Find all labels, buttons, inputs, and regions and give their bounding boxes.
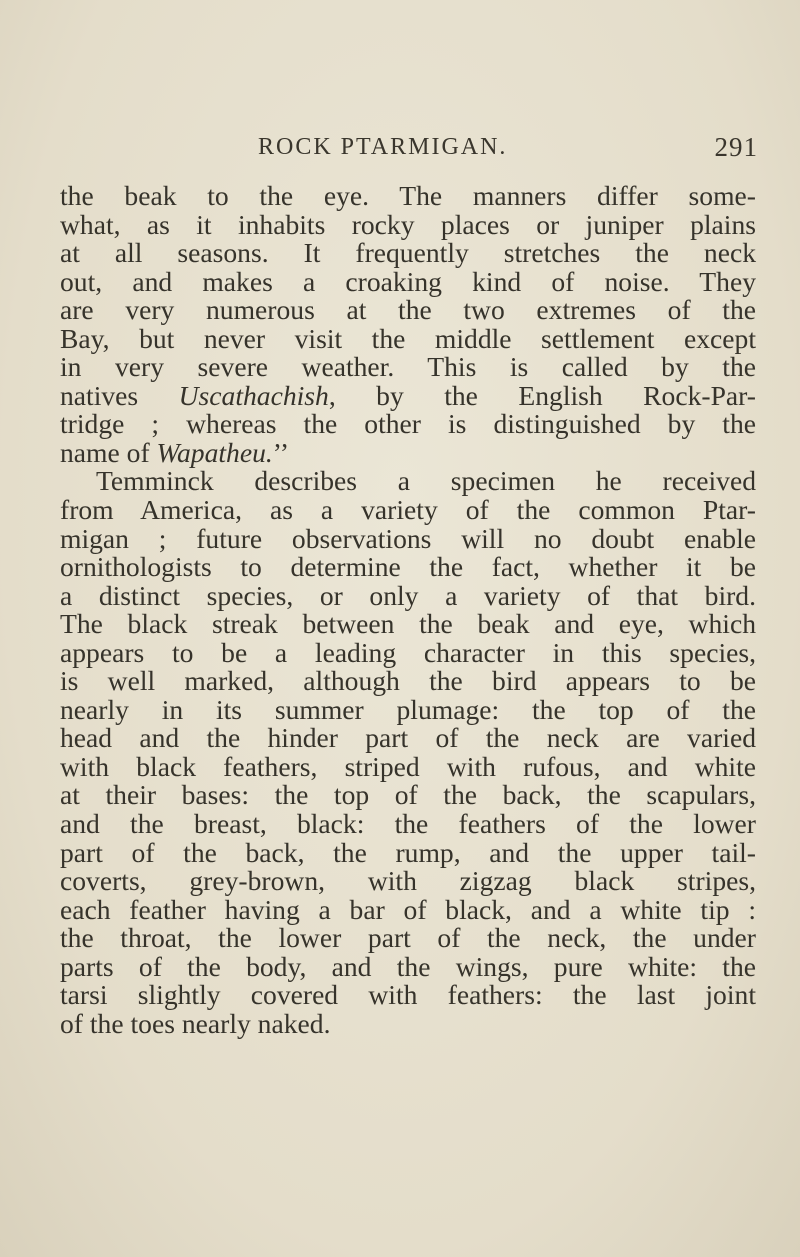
text-line: nearly in its summer plumage: the top of the [60, 693, 756, 725]
text-line: name of Wapatheu.’’ [60, 436, 290, 468]
text-line: the throat, the lower part of the neck, the under [60, 922, 756, 954]
paragraph-2 [60, 467, 756, 1038]
body-text [60, 182, 756, 1038]
text-line: and the breast, black: the feathers of the lower [60, 808, 756, 840]
text-line: is well marked, although the bird appears to be [60, 665, 756, 697]
running-title: ROCK PTARMIGAN. [258, 134, 508, 160]
text-line: each feather having a bar of black, and a white tip : [60, 893, 756, 925]
text-line: the beak to the eye. The manners differ some- [60, 180, 756, 211]
text-line: appears to be a leading character in this species, [60, 636, 756, 668]
text-line: with black feathers, striped with rufous, and white [60, 750, 756, 782]
text-line: what, as it inhabits rocky places or juniper plains [60, 208, 756, 240]
text-line: out, and makes a croaking kind of noise. They [60, 265, 756, 297]
text-line: of the toes nearly naked. [60, 1007, 331, 1039]
text-line: head and the hinder part of the neck are varied [60, 722, 756, 754]
text-line: a distinct species, or only a variety of that bird. [60, 579, 756, 611]
text-line: at all seasons. It frequently stretches the neck [60, 237, 756, 269]
paragraph-1 [60, 182, 756, 467]
text-line: at their bases: the top of the back, the scapulars, [60, 779, 756, 811]
italic-name: Uscathachish [178, 379, 329, 411]
text-line: The black streak between the beak and eye, which [60, 608, 756, 640]
italic-name: Wapatheu. [156, 436, 273, 468]
text-line: natives Uscathachish, by the English Rock-Par- [60, 379, 756, 411]
text-line: part of the back, the rump, and the upper tail- [60, 836, 756, 868]
text-line: tarsi slightly covered with feathers: the last joint [60, 979, 756, 1011]
page-header [258, 134, 758, 174]
text-line: from America, as a variety of the common Ptar- [60, 494, 756, 526]
text-line: Bay, but never visit the middle settlement except [60, 322, 756, 354]
text-line: ornithologists to determine the fact, whether it be [60, 551, 756, 583]
text-line: tridge ; whereas the other is distinguished by the [60, 408, 756, 440]
text-line: parts of the body, and the wings, pure white: the [60, 950, 756, 982]
text-line: coverts, grey-brown, with zigzag black stripes, [60, 865, 756, 897]
text-line: Temminck describes a specimen he received [96, 465, 756, 497]
page-number: 291 [714, 132, 758, 162]
text-line: are very numerous at the two extremes of the [60, 294, 756, 326]
text-line: migan ; future observations will no doubt enable [60, 522, 756, 554]
text-line: in very severe weather. This is called by the [60, 351, 756, 383]
